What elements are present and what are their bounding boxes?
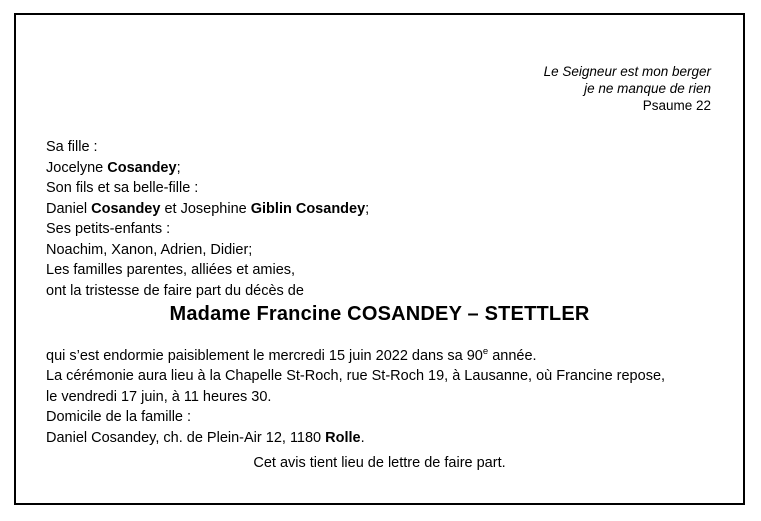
family-block (46, 137, 369, 301)
son-first-name: Daniel (46, 200, 92, 217)
epigraph-source: Psaume 22 (642, 98, 711, 113)
son-conjunction: et Josephine (160, 200, 251, 217)
deceased-name: Madame Francine COSANDEY – STETTLER (169, 303, 590, 325)
details-block (46, 342, 665, 448)
family-address-line (46, 428, 665, 449)
family-address-city: Rolle (325, 429, 361, 446)
grandchildren-names: Noachim, Xanon, Adrien, Didier; (46, 241, 253, 258)
son-last-name: Cosandey (91, 200, 161, 217)
family-address-punctuation: . (360, 429, 365, 446)
death-notice-card (14, 13, 745, 505)
passing-details-end: année. (488, 347, 537, 364)
passing-details-text: qui s’est endormie paisiblement le mercredi 15 juin 2022 dans sa 90 (46, 347, 483, 364)
daughter-name (46, 158, 369, 179)
notice-inner (16, 15, 743, 503)
epigraph (544, 63, 711, 114)
daughter-punctuation: ; (176, 159, 181, 176)
closing-statement: Cet avis tient lieu de lettre de faire part. (253, 455, 506, 471)
label-daughter: Sa fille : (46, 139, 98, 155)
epigraph-line-1: Le Seigneur est mon berger (543, 64, 711, 79)
age-ordinal-suffix: e (482, 346, 489, 357)
passing-details-line (46, 342, 665, 366)
label-son-and-daughter-in-law: Son fils et sa belle-fille : (46, 180, 199, 196)
announcement-line: ont la tristesse de faire part du décès de (46, 282, 304, 299)
daughter-in-law-last-name: Giblin Cosandey (250, 200, 366, 217)
relatives-line: Les familles parentes, alliées et amies, (46, 262, 296, 278)
label-family-address: Domicile de la famille : (46, 409, 192, 426)
son-and-daughter-in-law-names (46, 199, 369, 220)
son-punctuation: ; (365, 200, 370, 217)
ceremony-location-line: La cérémonie aura lieu à la Chapelle St-Roch, rue St-Roch 19, à Lausanne, où Francine repose, (46, 368, 666, 385)
daughter-last-name: Cosandey (107, 159, 177, 176)
epigraph-line-2: je ne manque de rien (584, 81, 711, 96)
label-grandchildren: Ses petits-enfants : (46, 221, 171, 237)
daughter-first-name: Jocelyne (46, 159, 108, 176)
family-address-text: Daniel Cosandey, ch. de Plein-Air 12, 1180 (46, 429, 326, 446)
ceremony-time-line: le vendredi 17 juin, à 11 heures 30. (46, 388, 272, 405)
